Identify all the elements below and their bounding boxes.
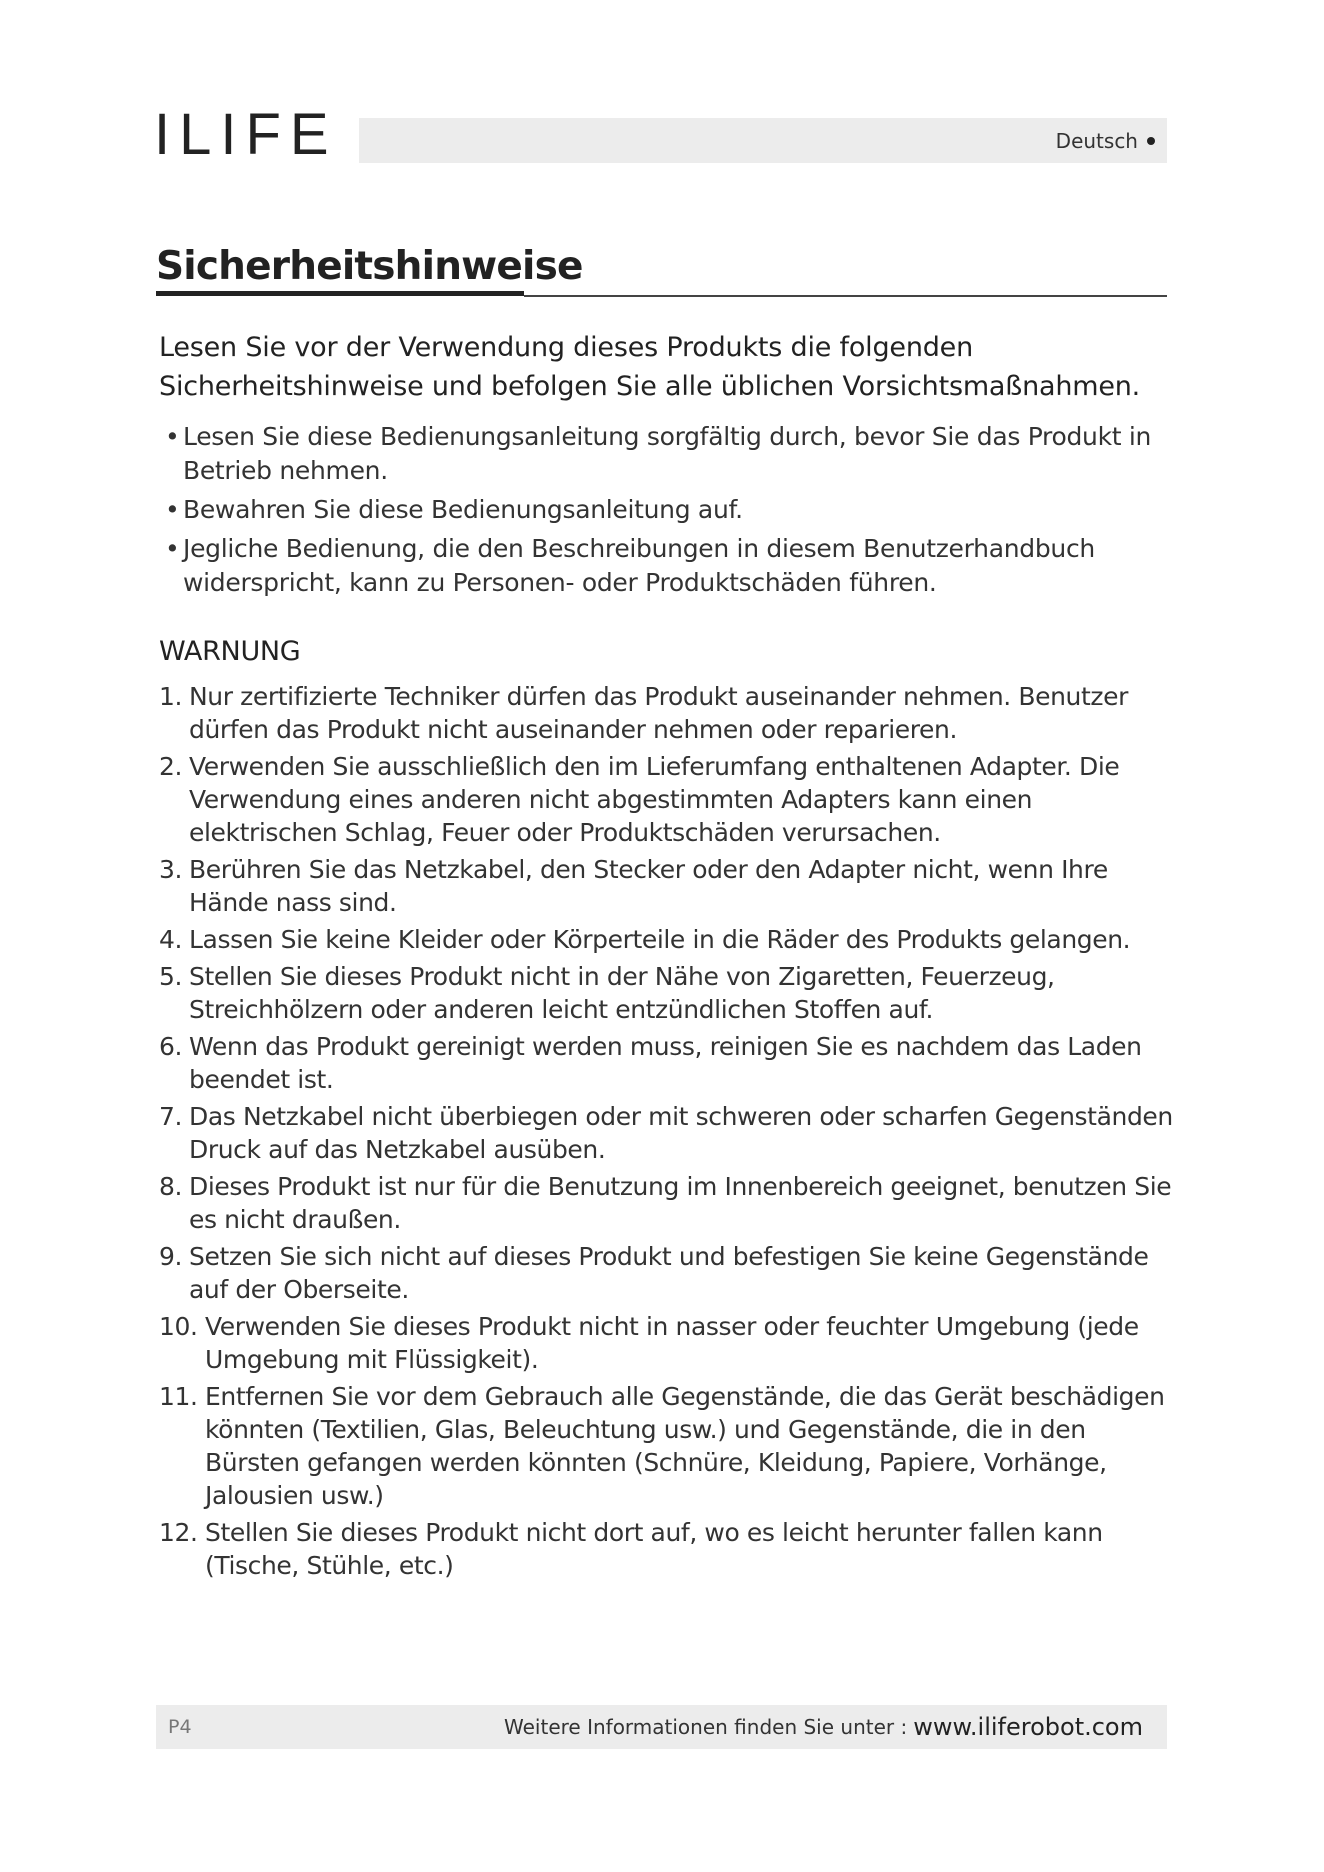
language-label: Deutsch [1055,128,1138,153]
warning-item: 10. Verwenden Sie dieses Produkt nicht in nasser oder feuchter Umgebung (jede Umgebung mit Flüssigkeit). [159,1312,1139,1374]
title-rule [524,295,1167,297]
bullet-icon: • [165,534,180,563]
warning-item: 1. Nur zertifizierte Techniker dürfen das Produkt auseinander nehmen. Benutzer dürfen das Produkt nicht auseinander nehmen oder reparieren. [159,682,1128,744]
footer-bar [156,1705,1167,1749]
warning-item: 9. Setzen Sie sich nicht auf dieses Produkt und befestigen Sie keine Gegenstände auf der Oberseite. [159,1242,1149,1304]
page-title: Sicherheitshinweise [156,244,583,289]
warning-item: 8. Dieses Produkt ist nur für die Benutzung im Innenbereich geeignet, benutzen Sie es nicht draußen. [159,1172,1172,1234]
ilife-logo: ILIFE [154,102,338,167]
warning-item: 2. Verwenden Sie ausschließlich den im Lieferumfang enthaltenen Adapter. Die Verwendung eines anderen nicht abgestimmten Adapters kann einen elektrischen Schlag, Feuer oder Produktschäden verursachen. [159,752,1120,847]
warning-item: 4. Lassen Sie keine Kleider oder Körperteile in die Räder des Produkts gelangen. [159,925,1131,954]
general-notes-list [163,420,1173,605]
list-item: • Bewahren Sie diese Bedienungsanleitung auf. [163,493,1173,527]
warning-item: 3. Berühren Sie das Netzkabel, den Stecker oder den Adapter nicht, wenn Ihre Hände nass sind. [159,855,1108,917]
bullet-icon: • [165,495,180,524]
warning-item: 7. Das Netzkabel nicht überbiegen oder mit schweren oder scharfen Gegenständen Druck auf das Netzkabel ausüben. [159,1102,1173,1164]
bullet-dot-icon [1147,137,1155,145]
title-underline [156,291,524,296]
warning-item: 12. Stellen Sie dieses Produkt nicht dort auf, wo es leicht herunter fallen kann (Tische, Stühle, etc.) [159,1518,1103,1580]
warning-item: 6. Wenn das Produkt gereinigt werden muss, reinigen Sie es nachdem das Laden beendet ist. [159,1032,1142,1094]
header-bar [359,118,1167,163]
warning-item: 11. Entfernen Sie vor dem Gebrauch alle Gegenstände, die das Gerät beschädigen könnten (Textilien, Glas, Beleuchtung usw.) und Gegenstände, die in den Bürsten gefangen werden könnten (Schnüre, Kleidung, Papiere, Vorhänge, Jalousien usw.) [159,1382,1165,1510]
warning-heading: WARNUNG [159,636,301,667]
intro-text: Lesen Sie vor der Verwendung dieses Produkts die folgenden Sicherheitshinweise und befolgen Sie alle üblichen Vorsichtsmaßnahmen. [159,332,1141,402]
footer-info-text: Weitere Informationen finden Sie unter : [504,1715,908,1739]
language-indicator [1056,118,1155,163]
warning-list [159,680,1179,1586]
bullet-icon: • [165,422,180,451]
page-number: P4 [168,1716,192,1738]
list-item: • Lesen Sie diese Bedienungsanleitung sorgfältig durch, bevor Sie das Produkt in Betrieb nehmen. [165,422,1152,485]
warning-item: 5. Stellen Sie dieses Produkt nicht in der Nähe von Zigaretten, Feuerzeug, Streichhölzern oder anderen leicht entzündlichen Stoffen auf. [159,962,1055,1024]
footer-info [504,1705,1143,1749]
website-link[interactable]: www.iliferobot.com [913,1713,1143,1741]
list-item: • Jegliche Bedienung, die den Beschreibungen in diesem Benutzerhandbuch widerspricht, kann zu Personen- oder Produktschäden führen. [165,534,1095,597]
